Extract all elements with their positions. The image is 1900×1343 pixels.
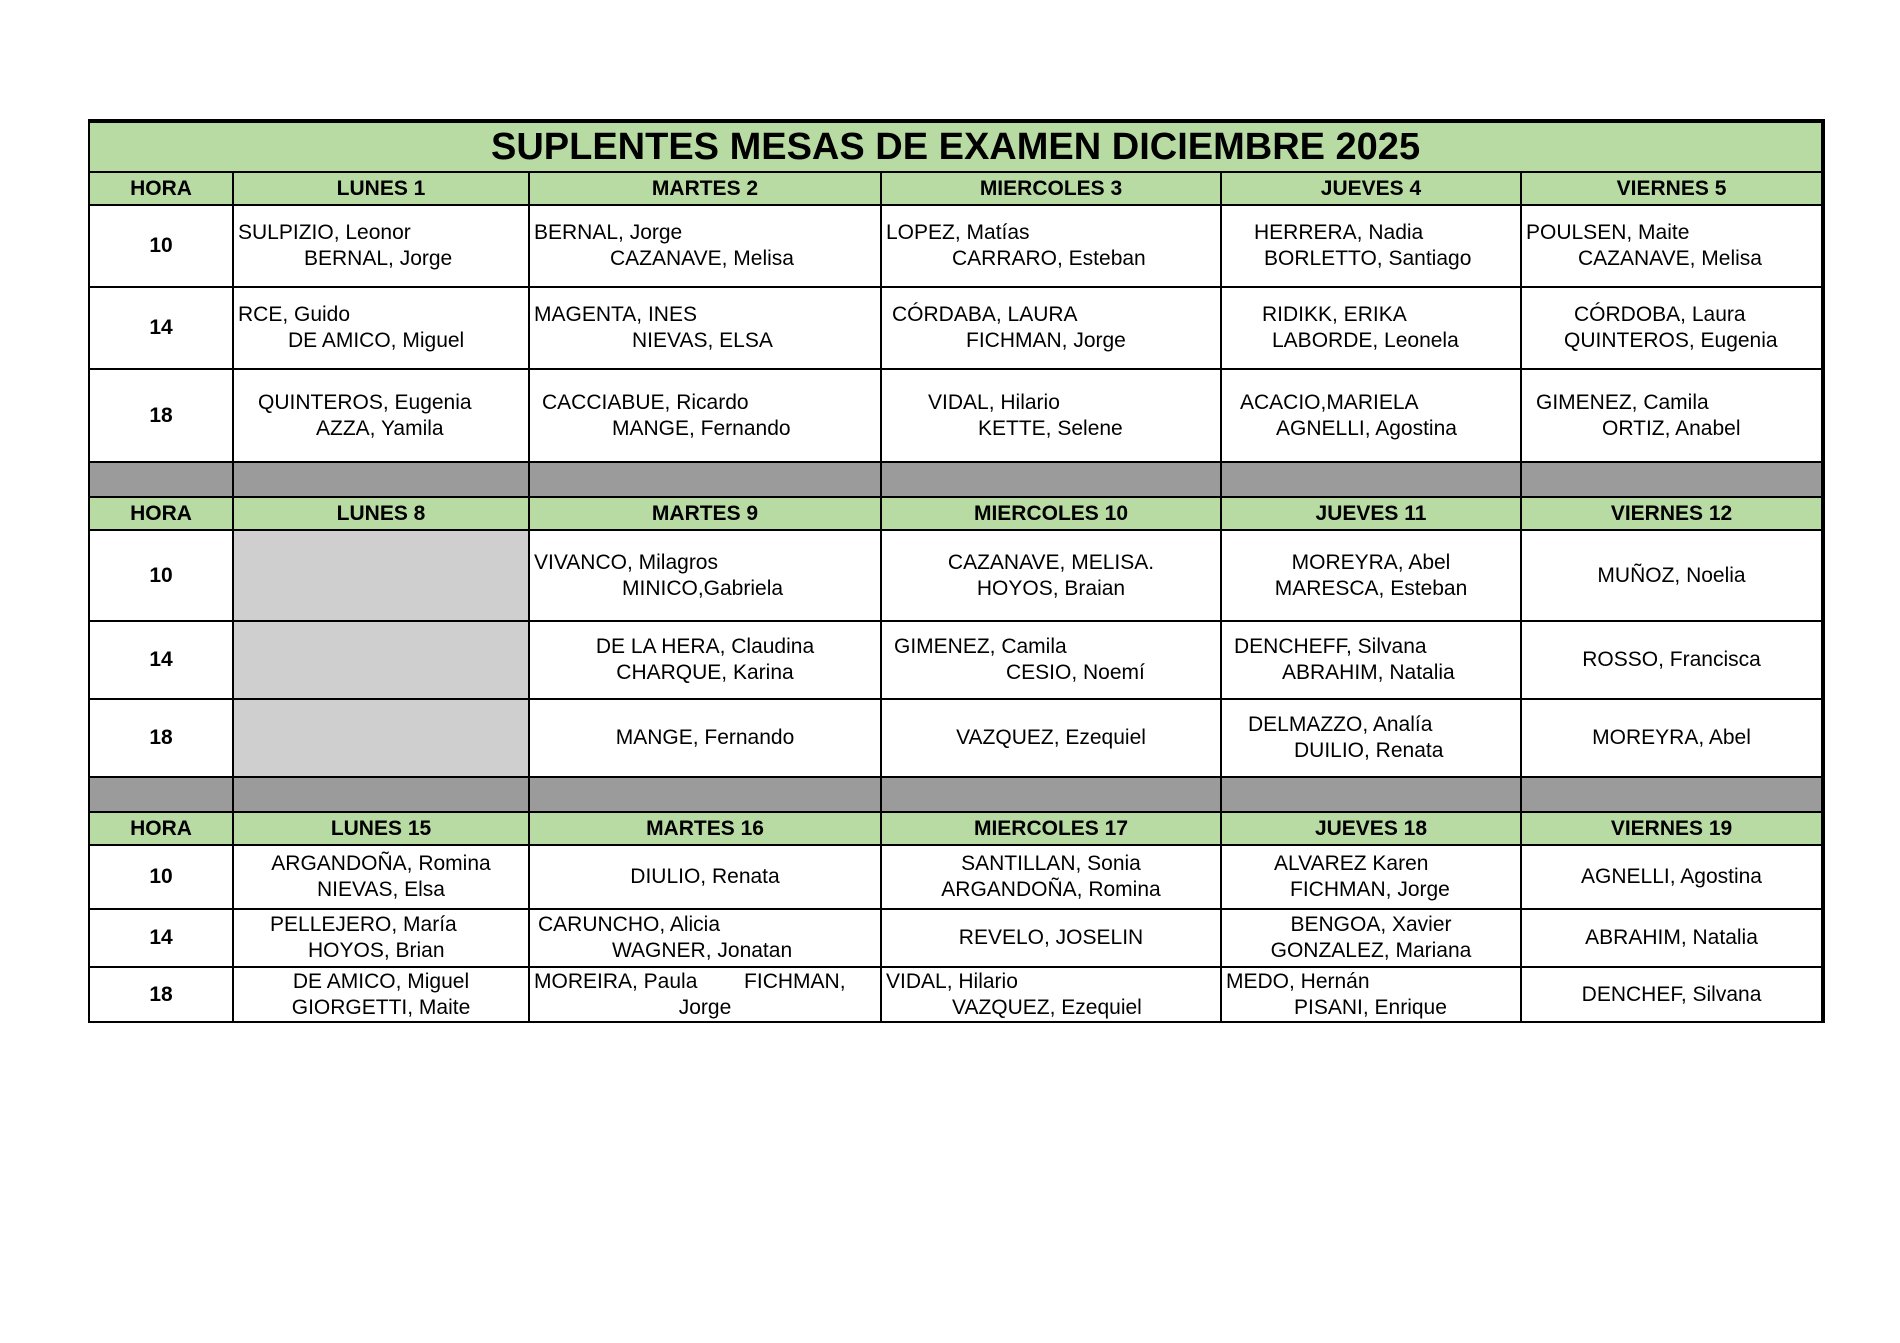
schedule-cell: [529, 287, 881, 369]
name-line-1: CARUNCHO, Alicia: [538, 913, 721, 936]
hora-cell: 14: [89, 287, 233, 369]
schedule-cell: [881, 621, 1221, 699]
name-line-1: AGNELLI, Agostina: [1581, 865, 1762, 888]
blocked-cell: [233, 530, 529, 621]
schedule-cell: [529, 205, 881, 287]
name-line-2: DE AMICO, Miguel: [288, 329, 465, 352]
name-line-2: DUILIO, Renata: [1294, 739, 1444, 762]
name-line-1: DE LA HERA, Claudina: [595, 635, 815, 658]
schedule-cell: [881, 369, 1221, 462]
name-line-2: CAZANAVE, Melisa: [610, 247, 794, 270]
table-row: [89, 369, 1823, 462]
schedule-cell: [1521, 621, 1823, 699]
hora-cell: 10: [89, 205, 233, 287]
name-line-2: FICHMAN, Jorge: [966, 329, 1126, 352]
page-title: SUPLENTES MESAS DE EXAMEN DICIEMBRE 2025: [89, 121, 1823, 172]
schedule-cell: [1521, 369, 1823, 462]
schedule-cell: [1221, 287, 1521, 369]
schedule-cell: [1521, 205, 1823, 287]
schedule-cell: [881, 699, 1221, 777]
name-line-1: DENCHEF, Silvana: [1581, 982, 1762, 1006]
hora-cell: 10: [89, 845, 233, 909]
name-line-2: QUINTEROS, Eugenia: [1564, 329, 1778, 352]
name-line-1: MANGE, Fernando: [615, 726, 795, 749]
name-line-1: GIMENEZ, Camila: [1536, 390, 1709, 414]
name-line-1: GIMENEZ, Camila: [894, 635, 1067, 658]
hora-cell: 18: [89, 967, 233, 1022]
week-2-header-row: [89, 497, 1823, 530]
table-row: [89, 287, 1823, 369]
name-line-2: BORLETTO, Santiago: [1264, 247, 1472, 270]
week-separator: [89, 777, 1823, 812]
table-row: [89, 699, 1823, 777]
day-header: JUEVES 18: [1221, 812, 1521, 845]
schedule-cell: [233, 845, 529, 909]
hora-header: HORA: [89, 497, 233, 530]
schedule-cell: [1521, 699, 1823, 777]
name-line-1: REVELO, JOSELIN: [958, 926, 1144, 949]
schedule-cell: [1221, 909, 1521, 967]
day-header: LUNES 8: [233, 497, 529, 530]
name-line-1: MUÑOZ, Noelia: [1597, 563, 1746, 587]
name-line-1: HERRERA, Nadia: [1254, 221, 1424, 244]
day-header: MARTES 16: [529, 812, 881, 845]
schedule-cell: [1521, 909, 1823, 967]
name-line-2: BERNAL, Jorge: [304, 247, 453, 270]
name-line-1: BERNAL, Jorge: [534, 221, 683, 244]
name-line-2: ORTIZ, Anabel: [1602, 416, 1741, 440]
name-line-1: MOREYRA, Abel: [1592, 726, 1751, 749]
name-line-1: CÓRDOBA, Laura: [1574, 303, 1746, 326]
name-line-1: DENCHEFF, Silvana: [1234, 635, 1427, 658]
name-line-1: CACCIABUE, Ricardo: [542, 390, 749, 414]
blocked-cell: [233, 621, 529, 699]
schedule-cell: [233, 287, 529, 369]
name-line-2: NIEVAS, Elsa: [317, 878, 445, 901]
day-header: MARTES 2: [529, 172, 881, 205]
schedule-cell: [529, 621, 881, 699]
day-header: VIERNES 5: [1521, 172, 1823, 205]
table-row: [89, 967, 1823, 1022]
name-line-1: VIDAL, Hilario: [928, 390, 1060, 414]
name-line-1: VAZQUEZ, Ezequiel: [956, 726, 1146, 749]
name-line-2: Jorge: [678, 995, 732, 1019]
name-line-1: SANTILLAN, Sonia: [961, 852, 1141, 875]
name-line-1: PELLEJERO, María: [270, 913, 457, 936]
name-line-2: AGNELLI, Agostina: [1276, 416, 1457, 440]
name-line-1: MAGENTA, INES: [534, 303, 697, 326]
hora-cell: 18: [89, 699, 233, 777]
table-row: [89, 845, 1823, 909]
week-1-header-row: [89, 172, 1823, 205]
day-header: LUNES 1: [233, 172, 529, 205]
schedule-cell: [881, 287, 1221, 369]
name-line-1: MOREIRA, Paula FICHMAN,: [534, 969, 846, 993]
name-line-1: DIULIO, Renata: [630, 865, 780, 888]
table-row: [89, 621, 1823, 699]
name-line-2: VAZQUEZ, Ezequiel: [952, 995, 1142, 1019]
schedule-cell: [529, 909, 881, 967]
schedule-cell: [881, 530, 1221, 621]
blocked-cell: [233, 699, 529, 777]
schedule-cell: [233, 909, 529, 967]
day-header: MARTES 9: [529, 497, 881, 530]
name-line-2: GONZALEZ, Mariana: [1270, 939, 1472, 962]
day-header: JUEVES 4: [1221, 172, 1521, 205]
name-line-2: MINICO,Gabriela: [622, 576, 784, 600]
schedule-cell: [529, 967, 881, 1022]
name-line-1: QUINTEROS, Eugenia: [258, 390, 472, 414]
schedule-cell: [1521, 967, 1823, 1022]
name-line-2: LABORDE, Leonela: [1272, 329, 1459, 352]
name-line-1: ALVAREZ Karen: [1274, 852, 1429, 875]
schedule-cell: [1521, 287, 1823, 369]
day-header: VIERNES 12: [1521, 497, 1823, 530]
hora-cell: 14: [89, 621, 233, 699]
schedule-cell: [1521, 530, 1823, 621]
hora-header: HORA: [89, 812, 233, 845]
name-line-2: HOYOS, Brian: [308, 939, 445, 962]
day-header: LUNES 15: [233, 812, 529, 845]
name-line-2: MARESCA, Esteban: [1274, 576, 1468, 600]
table-row: [89, 530, 1823, 621]
name-line-2: AZZA, Yamila: [316, 416, 444, 440]
name-line-2: WAGNER, Jonatan: [612, 939, 793, 962]
hora-cell: 14: [89, 909, 233, 967]
name-line-2: MANGE, Fernando: [612, 416, 791, 440]
schedule-cell: [1221, 845, 1521, 909]
name-line-1: MEDO, Hernán: [1226, 969, 1370, 993]
schedule-cell: [881, 909, 1221, 967]
table-row: [89, 909, 1823, 967]
schedule-cell: [1221, 699, 1521, 777]
name-line-1: VIDAL, Hilario: [886, 969, 1018, 993]
name-line-2: HOYOS, Braian: [976, 576, 1126, 600]
schedule-cell: [1221, 530, 1521, 621]
name-line-1: BENGOA, Xavier: [1290, 913, 1452, 936]
schedule-cell: [1221, 621, 1521, 699]
hora-cell: 18: [89, 369, 233, 462]
schedule-cell: [233, 369, 529, 462]
schedule-cell: [1221, 967, 1521, 1022]
name-line-2: CHARQUE, Karina: [616, 661, 794, 684]
name-line-1: ABRAHIM, Natalia: [1585, 926, 1758, 949]
name-line-1: RIDIKK, ERIKA: [1262, 303, 1407, 326]
name-line-1: DE AMICO, Miguel: [292, 969, 470, 993]
schedule-cell: [233, 967, 529, 1022]
name-line-2: KETTE, Selene: [978, 416, 1123, 440]
schedule-cell: [529, 845, 881, 909]
name-line-1: ACACIO,MARIELA: [1240, 390, 1419, 414]
day-header: JUEVES 11: [1221, 497, 1521, 530]
name-line-2: CARRARO, Esteban: [952, 247, 1146, 270]
day-header: MIERCOLES 17: [881, 812, 1221, 845]
schedule-cell: [881, 845, 1221, 909]
name-line-1: ROSSO, Francisca: [1582, 648, 1761, 671]
hora-header: HORA: [89, 172, 233, 205]
schedule-cell: [233, 205, 529, 287]
schedule-cell: [1221, 205, 1521, 287]
name-line-1: CÓRDABA, LAURA: [892, 303, 1078, 326]
day-header: MIERCOLES 10: [881, 497, 1221, 530]
schedule-cell: [1521, 845, 1823, 909]
schedule-cell: [881, 205, 1221, 287]
schedule-cell: [1221, 369, 1521, 462]
schedule-cell: [529, 699, 881, 777]
name-line-1: MOREYRA, Abel: [1291, 550, 1451, 574]
hora-cell: 10: [89, 530, 233, 621]
schedule-cell: [529, 369, 881, 462]
name-line-2: CESIO, Noemí: [1006, 661, 1145, 684]
name-line-2: ARGANDOÑA, Romina: [941, 878, 1161, 901]
name-line-1: RCE, Guido: [238, 303, 351, 326]
name-line-2: FICHMAN, Jorge: [1290, 878, 1450, 901]
day-header: VIERNES 19: [1521, 812, 1823, 845]
day-header: MIERCOLES 3: [881, 172, 1221, 205]
table-row: [89, 205, 1823, 287]
name-line-1: ARGANDOÑA, Romina: [271, 852, 491, 875]
name-line-2: ABRAHIM, Natalia: [1282, 661, 1455, 684]
name-line-1: CAZANAVE, MELISA.: [947, 550, 1155, 574]
name-line-1: DELMAZZO, Analía: [1248, 713, 1433, 736]
name-line-2: CAZANAVE, Melisa: [1578, 247, 1762, 270]
name-line-1: LOPEZ, Matías: [886, 221, 1030, 244]
name-line-2: GIORGETTI, Maite: [291, 995, 471, 1019]
schedule-cell: [881, 967, 1221, 1022]
schedule-cell: [529, 530, 881, 621]
name-line-1: POULSEN, Maite: [1526, 221, 1690, 244]
name-line-2: PISANI, Enrique: [1294, 995, 1447, 1019]
week-3-header-row: [89, 812, 1823, 845]
name-line-1: VIVANCO, Milagros: [534, 550, 718, 574]
substitutes-schedule-table: [88, 119, 1825, 1023]
week-separator: [89, 462, 1823, 497]
name-line-2: NIEVAS, ELSA: [632, 329, 773, 352]
name-line-1: SULPIZIO, Leonor: [238, 221, 411, 244]
